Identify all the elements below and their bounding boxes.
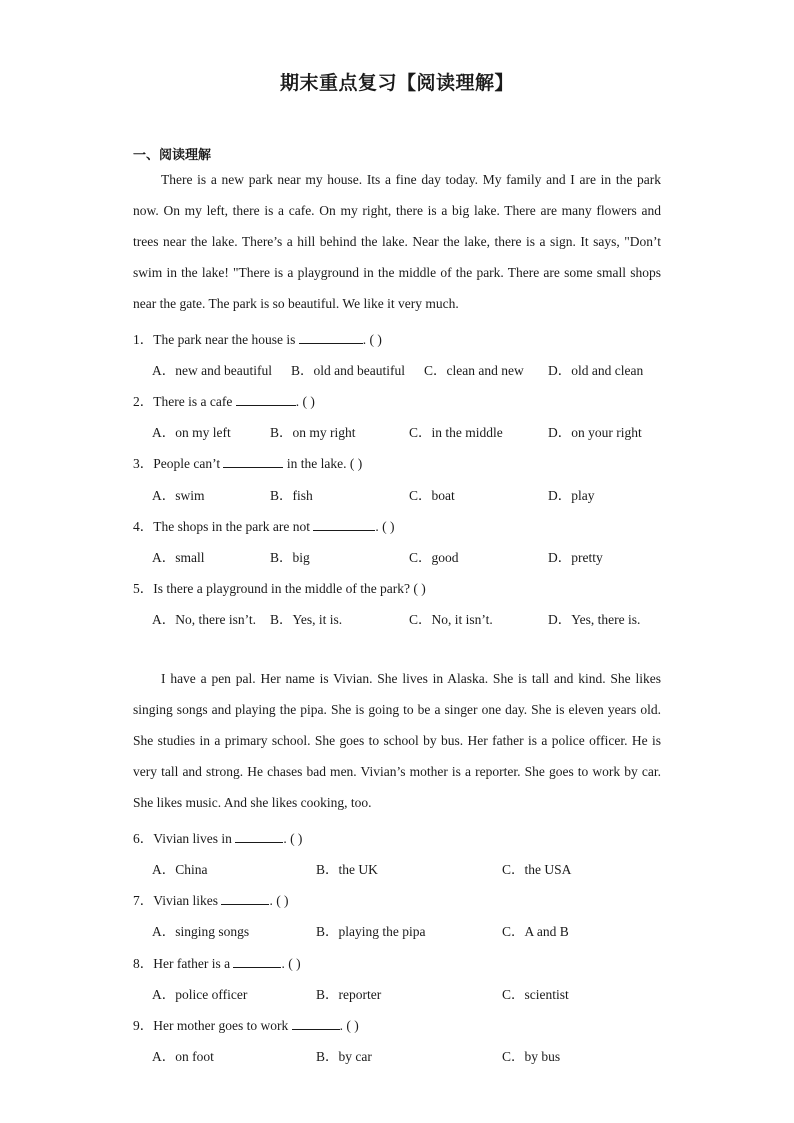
option-c: C．by bus <box>502 1049 561 1064</box>
question-text: The shops in the park are not <box>153 519 314 534</box>
option-c: C．A and B <box>502 924 569 939</box>
question-3 <box>133 452 362 472</box>
option-b: B．on my right <box>270 425 356 440</box>
question-text: Her mother goes to work <box>153 1018 292 1033</box>
options-row-9 <box>152 1045 672 1065</box>
options-row-7 <box>152 920 672 940</box>
question-tail: . ( ) <box>375 519 395 534</box>
question-number: 6． <box>133 831 154 846</box>
option-c: C．good <box>409 550 459 565</box>
answer-blank <box>221 891 269 905</box>
question-text: Her father is a <box>153 956 234 971</box>
question-number: 2． <box>133 394 154 409</box>
answer-blank <box>292 1016 340 1030</box>
option-c: C．boat <box>409 488 455 503</box>
answer-blank <box>299 330 363 344</box>
option-a: A．swim <box>152 488 205 503</box>
option-a: A．singing songs <box>152 924 250 939</box>
question-tail: . ( ) <box>281 956 301 971</box>
options-row-8 <box>152 983 672 1003</box>
question-text: Vivian likes <box>153 893 222 908</box>
section-heading: 一、阅读理解 <box>133 148 212 163</box>
option-a: A．new and beautiful <box>152 363 272 378</box>
question-number: 7． <box>133 893 154 908</box>
options-row-5 <box>152 608 672 628</box>
option-d: D．pretty <box>548 550 603 565</box>
question-tail: in the lake. ( ) <box>283 456 363 471</box>
question-tail: . ( ) <box>295 394 315 409</box>
option-d: D．old and clean <box>548 363 644 378</box>
question-5 <box>133 577 426 597</box>
option-d: D．on your right <box>548 425 642 440</box>
option-b: B．by car <box>316 1049 372 1064</box>
question-tail: . ( ) <box>269 893 289 908</box>
options-row-1 <box>152 359 672 379</box>
question-6 <box>133 827 302 847</box>
option-b: B．Yes, it is. <box>270 612 343 627</box>
answer-blank <box>313 517 375 531</box>
option-d: D．play <box>548 488 595 503</box>
option-b: B．fish <box>270 488 313 503</box>
option-a: A．on foot <box>152 1049 214 1064</box>
answer-blank <box>233 954 281 968</box>
option-b: B．reporter <box>316 987 382 1002</box>
options-row-3 <box>152 484 672 504</box>
option-c: C．No, it isn’t. <box>409 612 493 627</box>
option-c: C．in the middle <box>409 425 503 440</box>
question-2 <box>133 390 315 410</box>
question-text: There is a cafe <box>153 394 236 409</box>
question-number: 4． <box>133 519 154 534</box>
option-c: C．scientist <box>502 987 569 1002</box>
question-number: 1． <box>133 332 154 347</box>
question-number: 5． <box>133 581 154 596</box>
options-row-4 <box>152 546 672 566</box>
question-tail: . ( ) <box>283 831 303 846</box>
option-a: A．China <box>152 862 208 877</box>
option-c: C．the USA <box>502 862 572 877</box>
question-9 <box>133 1014 359 1034</box>
answer-blank <box>235 829 283 843</box>
question-text: Is there a playground in the middle of the park? ( ) <box>153 581 426 596</box>
question-8 <box>133 952 301 972</box>
question-text: Vivian lives in <box>153 831 236 846</box>
option-a: A．small <box>152 550 205 565</box>
options-row-6 <box>152 858 672 878</box>
option-a: A．on my left <box>152 425 231 440</box>
question-7 <box>133 889 289 909</box>
question-number: 9． <box>133 1018 154 1033</box>
question-number: 3． <box>133 456 154 471</box>
question-1 <box>133 328 382 348</box>
option-a: A．No, there isn’t. <box>152 612 256 627</box>
question-tail: . ( ) <box>362 332 382 347</box>
answer-blank <box>236 392 296 406</box>
passage-1: There is a new park near my house. Its a fine day today. My family and I are in the park now. On my left, there is a cafe. On my right, there is a big lake. There are many flowers and trees near the lake. There’s a hill behind the lake. Near the lake, there is a sign. It says, "Don’t swim in the lake! "There is a playground in the middle of the park. There are some small shops near the gate. The park is so beautiful. We like it very much. <box>133 172 661 311</box>
question-4 <box>133 515 394 535</box>
question-number: 8． <box>133 956 154 971</box>
option-d: D．Yes, there is. <box>548 612 641 627</box>
option-b: B．old and beautiful <box>291 363 405 378</box>
question-text: People can’t <box>153 456 224 471</box>
question-text: The park near the house is <box>153 332 299 347</box>
passage-2: I have a pen pal. Her name is Vivian. She lives in Alaska. She is tall and kind. She likes singing songs and playing the pipa. She is going to be a singer one day. She is eleven years old. She studies in a primary school. She goes to school by bus. Her father is a police officer. He is very tall and strong. He chases bad men. Vivian’s mother is a reporter. She goes to work by car. She likes music. And she likes cooking, too. <box>133 671 661 810</box>
answer-blank <box>223 454 283 468</box>
option-a: A．police officer <box>152 987 248 1002</box>
question-tail: . ( ) <box>339 1018 359 1033</box>
page-title: 期末重点复习【阅读理解】 <box>279 72 514 94</box>
option-b: B．playing the pipa <box>316 924 426 939</box>
option-b: B．big <box>270 550 310 565</box>
option-c: C．clean and new <box>424 363 524 378</box>
options-row-2 <box>152 421 672 441</box>
option-b: B．the UK <box>316 862 378 877</box>
